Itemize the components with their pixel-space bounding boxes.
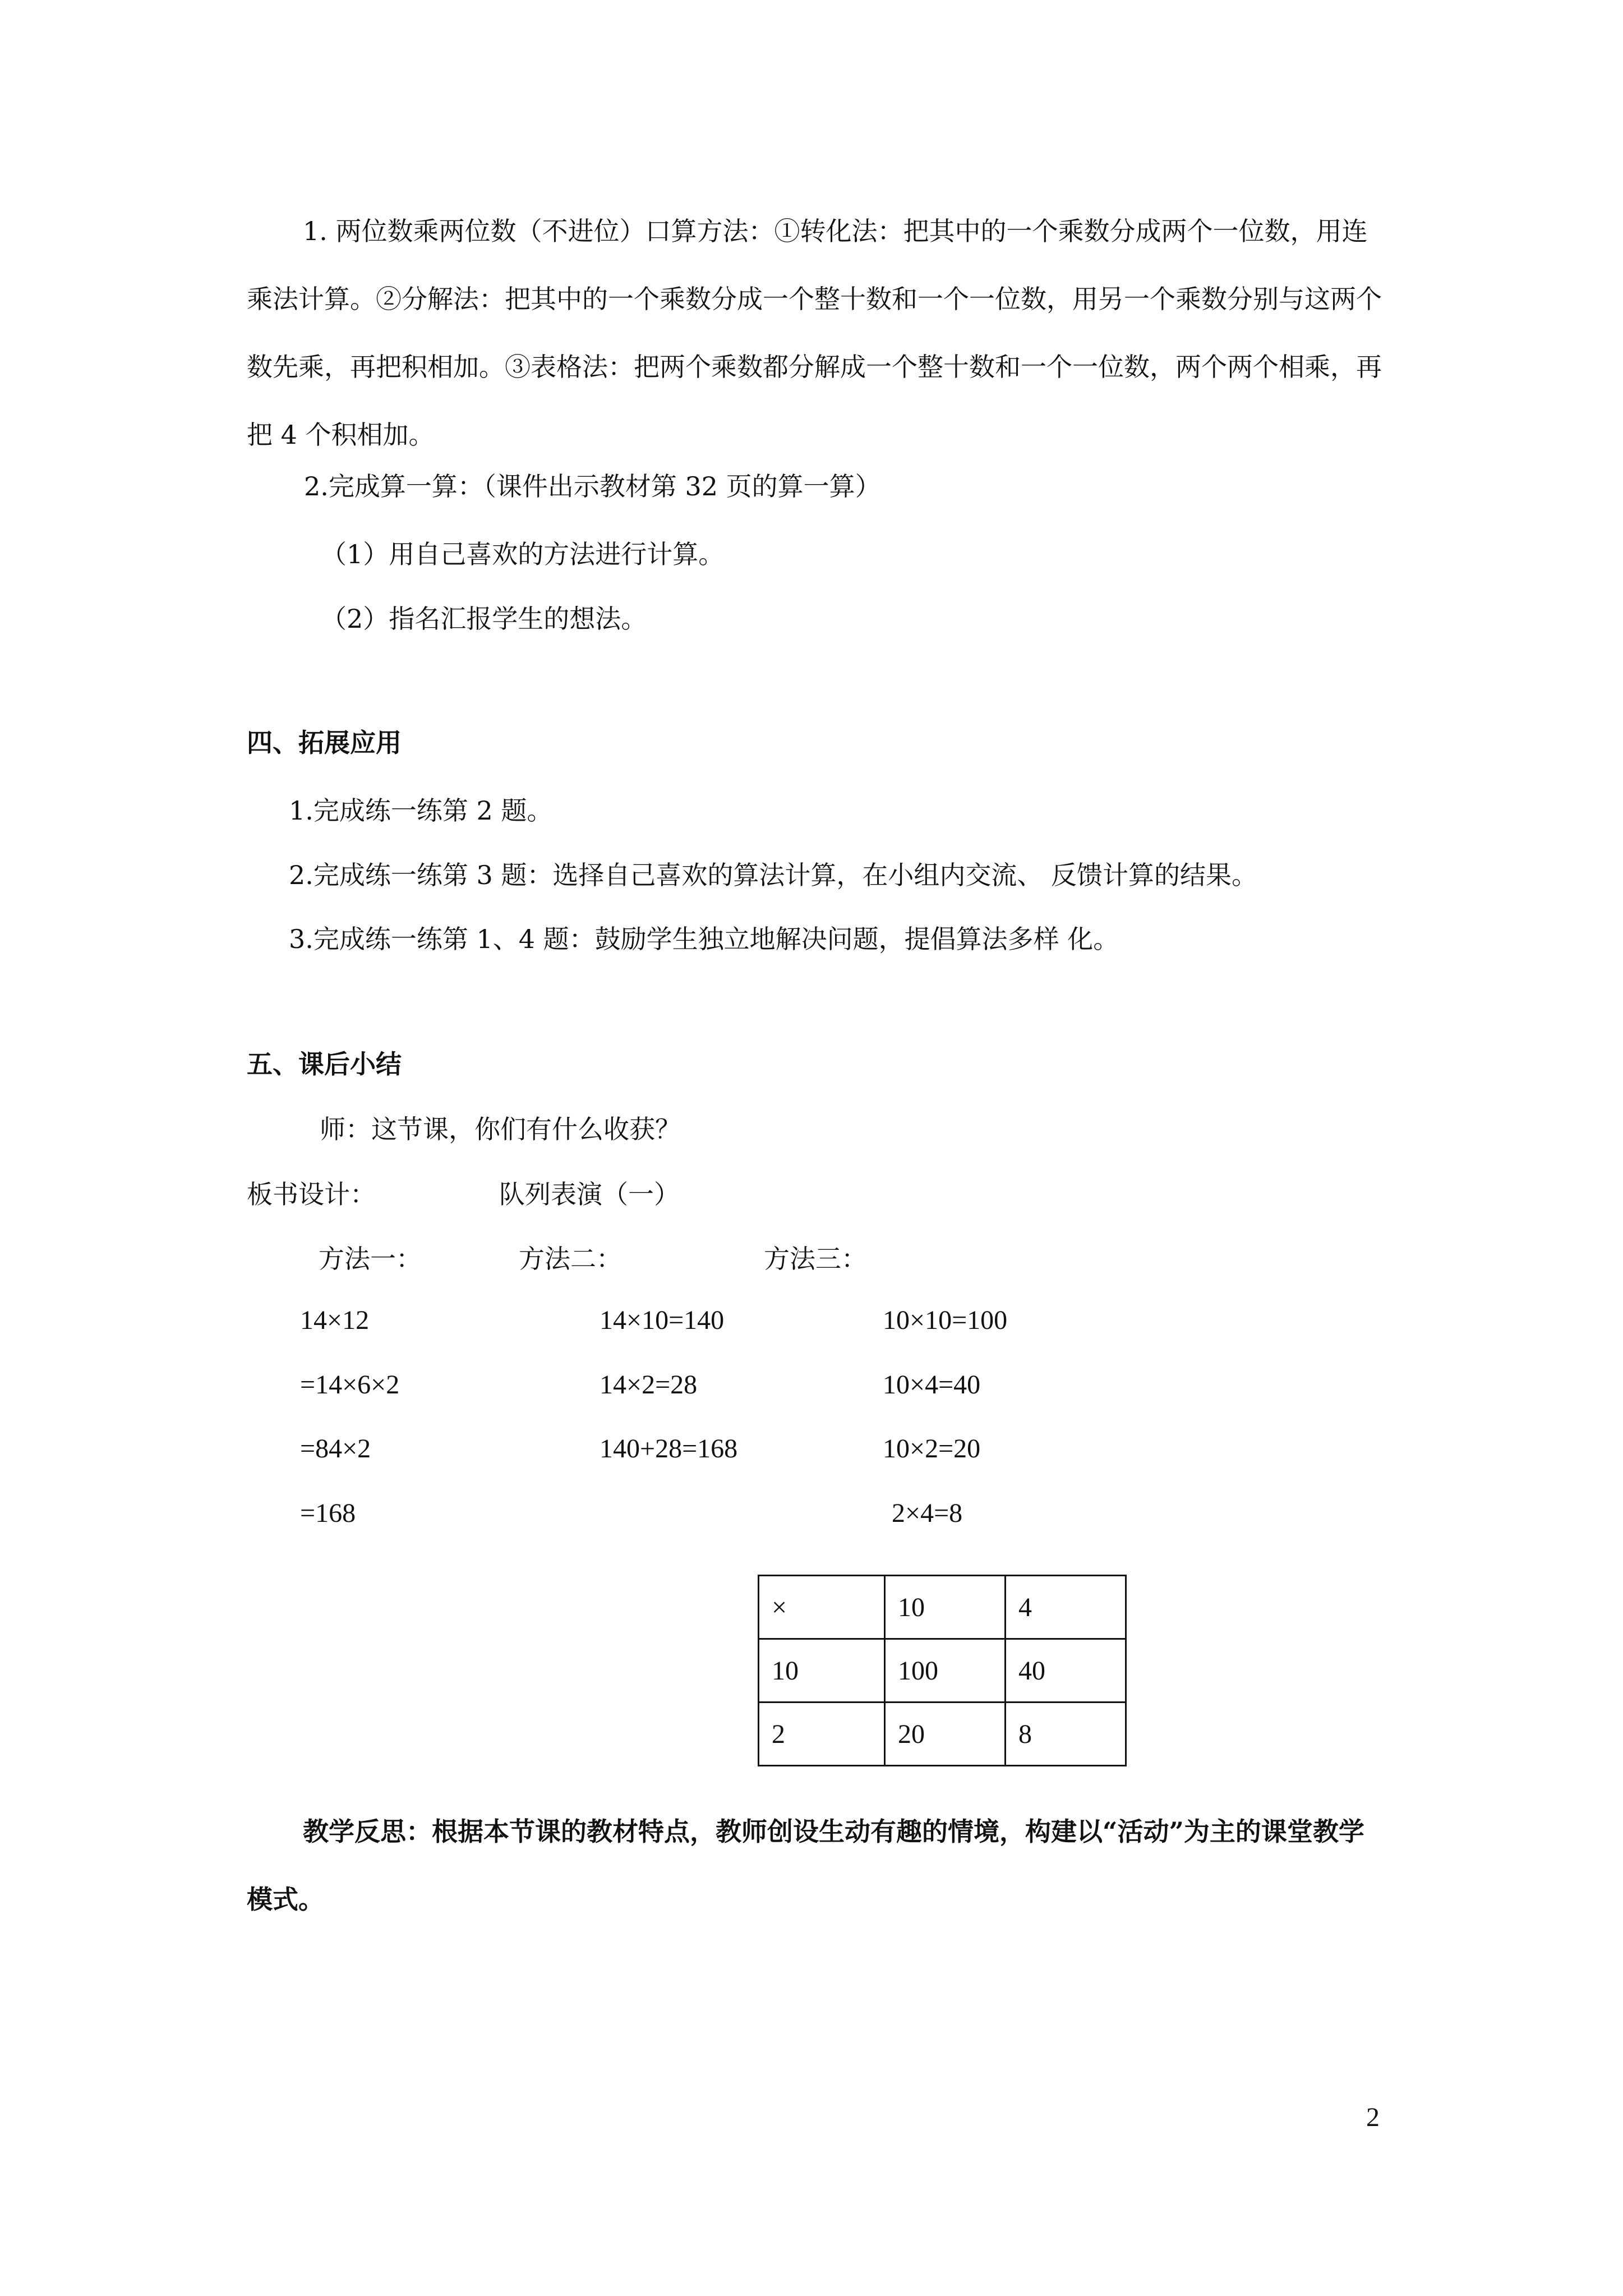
exercise-item-3: 3.完成练一练第 1、4 题：鼓励学生独立地解决问题，提倡算法多样 化。 <box>289 924 1119 954</box>
board-design-label: 板书设计： <box>247 1179 376 1209</box>
method-3-line: 10×10=100 <box>883 1305 1008 1335</box>
table-cell: 40 <box>1006 1639 1126 1703</box>
calc-step-2: （2）指名汇报学生的想法。 <box>321 604 647 634</box>
calc-task: 2.完成算一算：（课件出示教材第 32 页的算一算） <box>304 471 881 501</box>
table-cell: 10 <box>885 1576 1006 1639</box>
table-cell: 20 <box>885 1703 1006 1766</box>
section-heading-summary: 五、课后小结 <box>247 1049 402 1079</box>
board-design-title: 队列表演（一） <box>499 1179 680 1209</box>
table-cell: 4 <box>1006 1576 1126 1639</box>
calc-step-1: （1）用自己喜欢的方法进行计算。 <box>321 539 725 569</box>
table-cell: 2 <box>759 1703 885 1766</box>
table-row <box>759 1703 1126 1766</box>
table-cell: × <box>759 1576 885 1639</box>
teacher-question: 师：这节课，你们有什么收获？ <box>320 1114 681 1144</box>
teaching-reflection: 教学反思：根据本节课的教材特点，教师创设生动有趣的情境，构建以“活动”为主的课堂教学模式。 <box>247 1816 1364 1915</box>
table-row <box>759 1639 1126 1703</box>
method-3-label: 方法三： <box>764 1244 867 1274</box>
multiplication-table <box>758 1575 1127 1766</box>
method-3-line: 10×2=20 <box>883 1434 981 1464</box>
table-row <box>759 1576 1126 1639</box>
method-1-line: 14×12 <box>300 1305 370 1335</box>
method-2-line: 140+28=168 <box>600 1434 738 1464</box>
method-3-line: 2×4=8 <box>892 1498 963 1528</box>
method-1-label: 方法一： <box>319 1244 422 1274</box>
method-1-line: =168 <box>300 1498 356 1528</box>
method-1-line: =14×6×2 <box>300 1370 400 1400</box>
method-1-line: =84×2 <box>300 1434 371 1464</box>
table-cell: 10 <box>759 1639 885 1703</box>
exercise-item-1: 1.完成练一练第 2 题。 <box>289 795 553 826</box>
method-3-line: 10×4=40 <box>883 1370 981 1400</box>
method-summary-paragraph: 1. 两位数乘两位数（不进位）口算方法：①转化法：把其中的一个乘数分成两个一位数，用连乘法计算。②分解法：把其中的一个乘数分成一个整十数和一个一位数，用另一个乘数分别与这两个数先乘，再把积相加。③表格法：把两个乘数都分解成一个整十数和一个一位数，两个两个相乘，再把 4 个积相加。 <box>247 216 1382 450</box>
table-cell: 8 <box>1006 1703 1126 1766</box>
exercise-item-2: 2.完成练一练第 3 题：选择自己喜欢的算法计算，在小组内交流、 反馈计算的结果。 <box>289 860 1258 890</box>
method-2-label: 方法二： <box>519 1244 622 1274</box>
method-2-line: 14×2=28 <box>600 1370 698 1400</box>
table-cell: 100 <box>885 1639 1006 1703</box>
section-heading-extension: 四、拓展应用 <box>247 728 402 758</box>
page-number: 2 <box>1366 2102 1380 2132</box>
method-2-line: 14×10=140 <box>600 1305 725 1335</box>
